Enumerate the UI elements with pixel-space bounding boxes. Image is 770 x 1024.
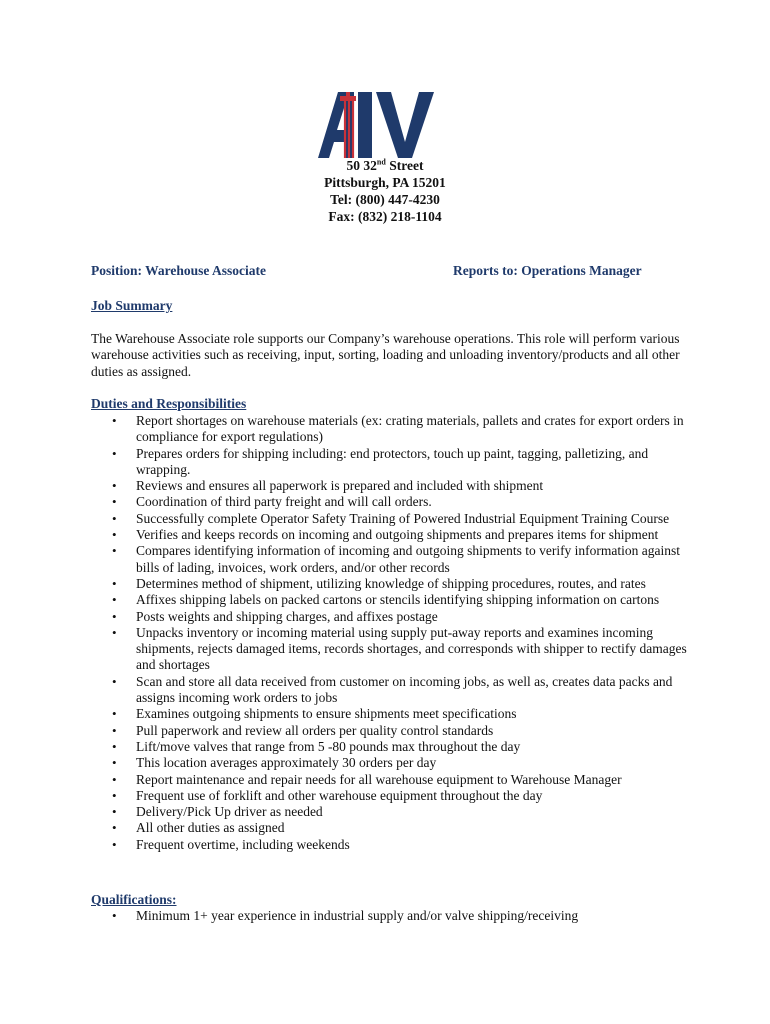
job-summary-text: The Warehouse Associate role supports our Company’s warehouse operations. This role will perform various warehouse activities such as receiving, input, sorting, loading and unloading inventory/products and all other duties as assigned. (91, 331, 680, 379)
list-item: • Verifies and keeps records on incoming and outgoing shipments and prepares items for shipment (91, 527, 691, 543)
job-summary-heading: Job Summary (91, 298, 173, 313)
list-item: • Report maintenance and repair needs for all warehouse equipment to Warehouse Manager (91, 772, 691, 788)
qualifications-heading: Qualifications: (91, 892, 177, 907)
list-item: • Prepares orders for shipping including: end protectors, touch up paint, tagging, palletizing, and wrapping. (91, 446, 691, 479)
duties-list (91, 413, 691, 853)
list-item: • Lift/move valves that range from 5 -80 pounds max throughout the day (91, 739, 691, 755)
list-item: • Delivery/Pick Up driver as needed (91, 804, 691, 820)
address-street: 50 32nd Street (346, 157, 424, 173)
company-logo (318, 92, 452, 160)
list-item: • This location averages approximately 30 orders per day (91, 755, 691, 771)
list-item: • Pull paperwork and review all orders per quality control standards (91, 723, 691, 739)
address-city: Pittsburgh, PA 15201 (324, 175, 446, 190)
duties-heading: Duties and Responsibilities (91, 396, 247, 411)
list-item: • Posts weights and shipping charges, and affixes postage (91, 609, 691, 625)
list-item: • Affixes shipping labels on packed cartons or stencils identifying shipping information on cartons (91, 592, 691, 608)
list-item: • Minimum 1+ year experience in industrial supply and/or valve shipping/receiving (91, 908, 691, 924)
list-item: • Report shortages on warehouse materials (ex: crating materials, pallets and crates for export orders in compliance for export regulations) (91, 413, 691, 446)
list-item: • Frequent use of forklift and other warehouse equipment throughout the day (91, 788, 691, 804)
list-item: • Successfully complete Operator Safety Training of Powered Industrial Equipment Training Course (91, 511, 691, 527)
list-item: • Frequent overtime, including weekends (91, 837, 691, 853)
list-item: • Compares identifying information of incoming and outgoing shipments to verify information against bills of lading, invoices, work orders, and/or other records (91, 543, 691, 576)
list-item: • Unpacks inventory or incoming material using supply put-away reports and examines incoming shipments, rejects damaged items, records shortages, and corresponds with shipper to rectify damages and shortages (91, 625, 691, 674)
list-item: • Scan and store all data received from customer on incoming jobs, as well as, creates data packs and assigns incoming work orders to jobs (91, 674, 691, 707)
reports-to: Reports to: Operations Manager (453, 263, 642, 278)
qualifications-list (91, 908, 691, 924)
position-title: Position: Warehouse Associate (91, 263, 267, 278)
list-item: • Examines outgoing shipments to ensure shipments meet specifications (91, 706, 691, 722)
company-address (0, 157, 770, 225)
list-item: • Reviews and ensures all paperwork is prepared and included with shipment (91, 478, 691, 494)
list-item: • All other duties as assigned (91, 820, 691, 836)
address-tel: Tel: (800) 447-4230 (330, 192, 440, 207)
list-item: • Coordination of third party freight and will call orders. (91, 494, 691, 510)
address-fax: Fax: (832) 218-1104 (328, 209, 442, 224)
list-item: • Determines method of shipment, utilizing knowledge of shipping procedures, routes, and rates (91, 576, 691, 592)
